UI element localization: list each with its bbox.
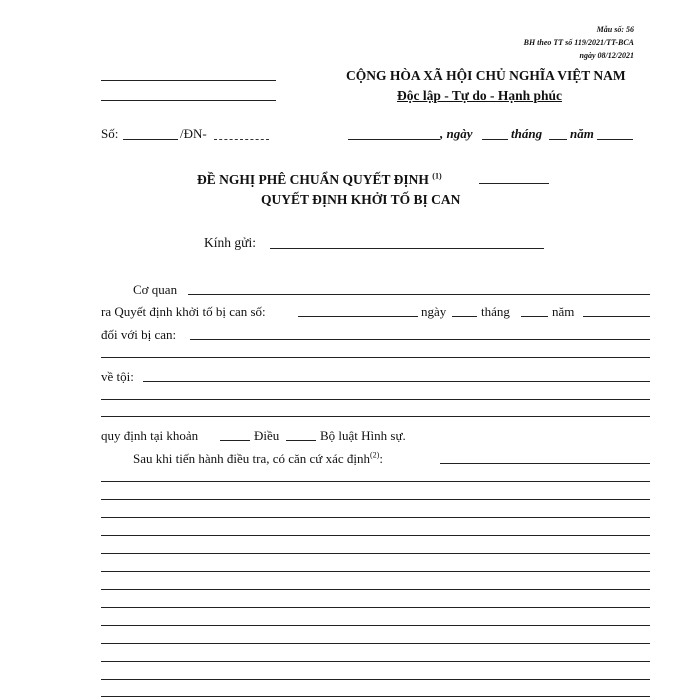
year-label: năm	[570, 126, 594, 141]
findings-line[interactable]	[101, 589, 650, 590]
crime-field-line-3[interactable]	[101, 416, 650, 417]
findings-line[interactable]	[101, 499, 650, 500]
year-field[interactable]	[597, 139, 633, 140]
accused-label: đối với bị can:	[101, 327, 177, 342]
investigation-field[interactable]	[440, 463, 650, 464]
country-heading: CỘNG HÒA XÃ HỘI CHỦ NGHĨA VIỆT NAM	[346, 68, 626, 83]
number-label: Số:	[101, 126, 119, 141]
decision-month-field[interactable]	[521, 316, 548, 317]
agency-field[interactable]	[188, 294, 650, 295]
investigation-label	[133, 451, 383, 467]
investigation-footnote: (2)	[370, 450, 380, 460]
decision-month-label: tháng	[481, 304, 510, 319]
title-line-1-text: ĐỀ NGHỊ PHÊ CHUẨN QUYẾT ĐỊNH	[197, 172, 429, 187]
title-line-2: QUYẾT ĐỊNH KHỞI TỐ BỊ CAN	[261, 192, 461, 207]
form-code: Mẫu số: 56	[596, 25, 634, 34]
agency-line-2[interactable]	[101, 100, 276, 101]
day-field[interactable]	[482, 139, 508, 140]
accused-field-line-2[interactable]	[101, 357, 650, 358]
title-footnote-1: (1)	[432, 171, 442, 181]
day-label: , ngày	[440, 126, 473, 141]
investigation-colon: :	[379, 451, 383, 466]
motto: Độc lập - Tự do - Hạnh phúc	[397, 88, 563, 103]
accused-field[interactable]	[190, 339, 650, 340]
findings-line[interactable]	[101, 571, 650, 572]
decision-day-field[interactable]	[452, 316, 477, 317]
number-suffix-label: /ĐN-	[180, 126, 207, 141]
month-field[interactable]	[549, 139, 567, 140]
month-label: tháng	[511, 126, 543, 141]
number-suffix-field[interactable]	[214, 139, 269, 140]
recipient-label: Kính gửi:	[204, 235, 256, 250]
decision-year-label: năm	[552, 304, 575, 319]
article-label: Điều	[254, 428, 280, 443]
crime-field-line-2[interactable]	[101, 399, 650, 400]
findings-line[interactable]	[101, 625, 650, 626]
decision-label: ra Quyết định khởi tố bị can số:	[101, 304, 266, 319]
findings-line[interactable]	[101, 679, 650, 680]
agency-label: Cơ quan	[133, 282, 178, 297]
place-field[interactable]	[348, 139, 440, 140]
findings-line[interactable]	[101, 535, 650, 536]
decision-day-label: ngày	[421, 304, 447, 319]
criminal-code-label: Bộ luật Hình sự.	[320, 428, 406, 443]
crime-label: về tội:	[101, 369, 134, 384]
decision-number-field[interactable]	[298, 316, 418, 317]
article-field[interactable]	[286, 440, 316, 441]
findings-line[interactable]	[101, 643, 650, 644]
findings-line[interactable]	[101, 696, 650, 697]
findings-line[interactable]	[101, 607, 650, 608]
clause-field[interactable]	[220, 440, 250, 441]
number-field[interactable]	[123, 139, 178, 140]
title-decision-type-field[interactable]	[479, 183, 549, 184]
findings-line[interactable]	[101, 553, 650, 554]
title-line-1	[197, 172, 442, 188]
crime-field[interactable]	[143, 381, 650, 382]
decision-year-field[interactable]	[583, 316, 650, 317]
investigation-label-text: Sau khi tiến hành điều tra, có căn cứ xác định	[133, 451, 370, 466]
agency-line-1[interactable]	[101, 80, 276, 81]
findings-line[interactable]	[101, 517, 650, 518]
findings-line[interactable]	[101, 481, 650, 482]
form-issue-date: ngày 08/12/2021	[579, 51, 634, 60]
findings-line[interactable]	[101, 661, 650, 662]
recipient-field[interactable]	[270, 248, 544, 249]
clause-label: quy định tại khoản	[101, 428, 199, 443]
form-issued-by: BH theo TT số 119/2021/TT-BCA	[523, 38, 634, 47]
